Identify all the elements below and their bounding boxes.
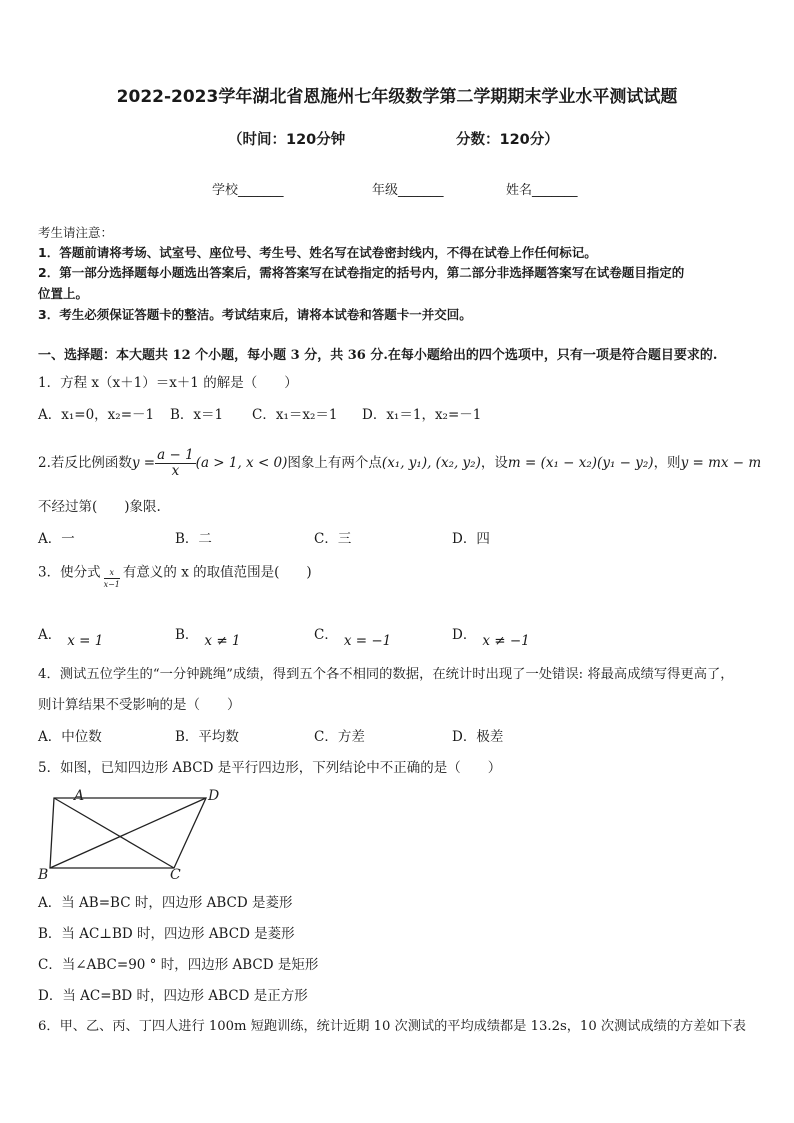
q3-option-c-label: C．: [314, 627, 338, 643]
q3-frac-num: x: [104, 568, 120, 579]
q2-stem: [38, 446, 761, 480]
q2-line-expr: y = mx − m: [680, 455, 762, 471]
q2-option-c: C．三: [314, 531, 352, 547]
notice-item-2: 2．第一部分选择题每小题选出答案后，需将答案写在试卷指定的括号内，第二部分非选择题答案写在试卷题目指定的: [38, 265, 685, 280]
q2-func-y: y =: [131, 455, 156, 471]
q3-option-c: [314, 626, 392, 649]
q1-option-d: D．x₁＝1，x₂=－1: [362, 407, 482, 423]
q3-option-d-value: x ≠ −1: [482, 633, 530, 649]
q3-option-a-label: A．: [38, 627, 62, 643]
q6-stem: 6．甲、乙、丙、丁四人进行 100m 短跑训练，统计近期 10 次测试的平均成绩都是 13.2s，10 次测试成绩的方差如下表: [38, 1019, 746, 1034]
q2-func-fraction: [155, 448, 196, 479]
parallelogram-figure: [34, 784, 234, 884]
q4-option-c: C．方差: [314, 729, 365, 745]
vertex-label-a: A: [74, 788, 85, 804]
q3-option-c-value: x = −1: [343, 633, 392, 649]
q4-line1: 4．测试五位学生的“一分钟跳绳”成绩，得到五个各不相同的数据，在统计时出现了一处错误: 将最高成绩写得更高了，: [38, 667, 734, 682]
q2-func-num: a − 1: [157, 447, 194, 463]
exam-score: 分数：120分）: [456, 132, 559, 148]
q3-option-b-label: B．: [175, 627, 199, 643]
q2-comma: ，设: [480, 455, 508, 471]
q3-option-a-value: x = 1: [67, 633, 104, 649]
q3-frac-den: x−1: [103, 580, 120, 589]
notice-item-1: 1．答题前请将考场、试室号、座位号、考生号、姓名写在试卷密封线内，不得在试卷上作任何标记。: [38, 245, 597, 260]
q3-option-b: [175, 626, 241, 649]
school-field: 学校_______: [212, 183, 284, 198]
q4-option-a: A．中位数: [38, 729, 102, 745]
name-field: 姓名_______: [506, 183, 578, 198]
section-heading: 一、选择题：本大题共 12 个小题，每小题 3 分，共 36 分.在每小题给出的四个选项中，只有一项是符合题目要求的.: [38, 348, 718, 363]
q2-prefix: 2.若反比例函数: [38, 455, 132, 471]
q4-line2: 则计算结果不受影响的是（ ）: [38, 697, 241, 713]
grade-field: 年级_______: [372, 183, 444, 198]
vertex-label-d: D: [208, 788, 220, 804]
q3-option-a: [38, 626, 104, 649]
vertex-label-b: B: [38, 867, 49, 883]
q5-stem: 5．如图，已知四边形 ABCD 是平行四边形，下列结论中不正确的是（ ）: [38, 760, 502, 776]
q5-option-c: C．当∠ABC=90 ° 时，四边形 ABCD 是矩形: [38, 957, 319, 973]
q5-option-b: B．当 AC⊥BD 时，四边形 ABCD 是菱形: [38, 926, 295, 942]
vertex-label-c: C: [170, 867, 181, 883]
q2-condition: (a > 1, x < 0): [195, 455, 288, 471]
notice-heading: 考生请注意：: [38, 225, 114, 240]
q3-prefix: 3．使分式: [38, 564, 101, 581]
exam-time: （时间：120分钟: [228, 132, 346, 148]
q2-option-a: A．一: [38, 531, 75, 547]
q3-stem: [38, 562, 312, 598]
q2-func-den: x: [171, 463, 180, 479]
q5-option-d: D．当 AC=BD 时，四边形 ABCD 是正方形: [38, 988, 308, 1004]
q1-option-c: C．x₁＝x₂＝1: [252, 407, 338, 423]
q4-option-b: B．平均数: [175, 729, 239, 745]
q2-m-expr: m = (x₁ − x₂)(y₁ − y₂): [507, 455, 654, 471]
exam-title: 2022-2023学年湖北省恩施州七年级数学第二学期期末学业水平测试试题: [116, 87, 678, 107]
q2-option-d: D．四: [452, 531, 490, 547]
q5-option-a: A．当 AB=BC 时，四边形 ABCD 是菱形: [38, 895, 293, 911]
q4-option-d: D．极差: [452, 729, 504, 745]
diagonal-bd: [50, 798, 206, 868]
q3-suffix: 有意义的 x 的取值范围是( ): [122, 564, 312, 581]
q2-line2: 不经过第( )象限.: [38, 499, 161, 515]
q2-points: (x₁, y₁), (x₂, y₂): [381, 455, 481, 471]
q1-stem: 1．方程 x（x＋1）＝x＋1 的解是（ ）: [38, 375, 298, 391]
q3-fraction: [104, 568, 120, 590]
notice-item-3: 3．考生必须保证答题卡的整洁。考试结束后，请将本试卷和答题卡一并交回。: [38, 307, 472, 322]
q3-option-b-value: x ≠ 1: [204, 633, 241, 649]
q2-option-b: B．二: [175, 531, 212, 547]
q1-option-a: A．x₁=0，x₂=－1: [38, 407, 155, 423]
q2-mid: 图象上有两个点: [287, 455, 382, 471]
notice-item-2-cont: 位置上。: [38, 286, 89, 301]
q3-option-d: [452, 626, 530, 649]
q3-option-d-label: D．: [452, 627, 477, 643]
q1-option-b: B．x＝1: [170, 407, 224, 423]
q2-then: ，则: [653, 455, 681, 471]
